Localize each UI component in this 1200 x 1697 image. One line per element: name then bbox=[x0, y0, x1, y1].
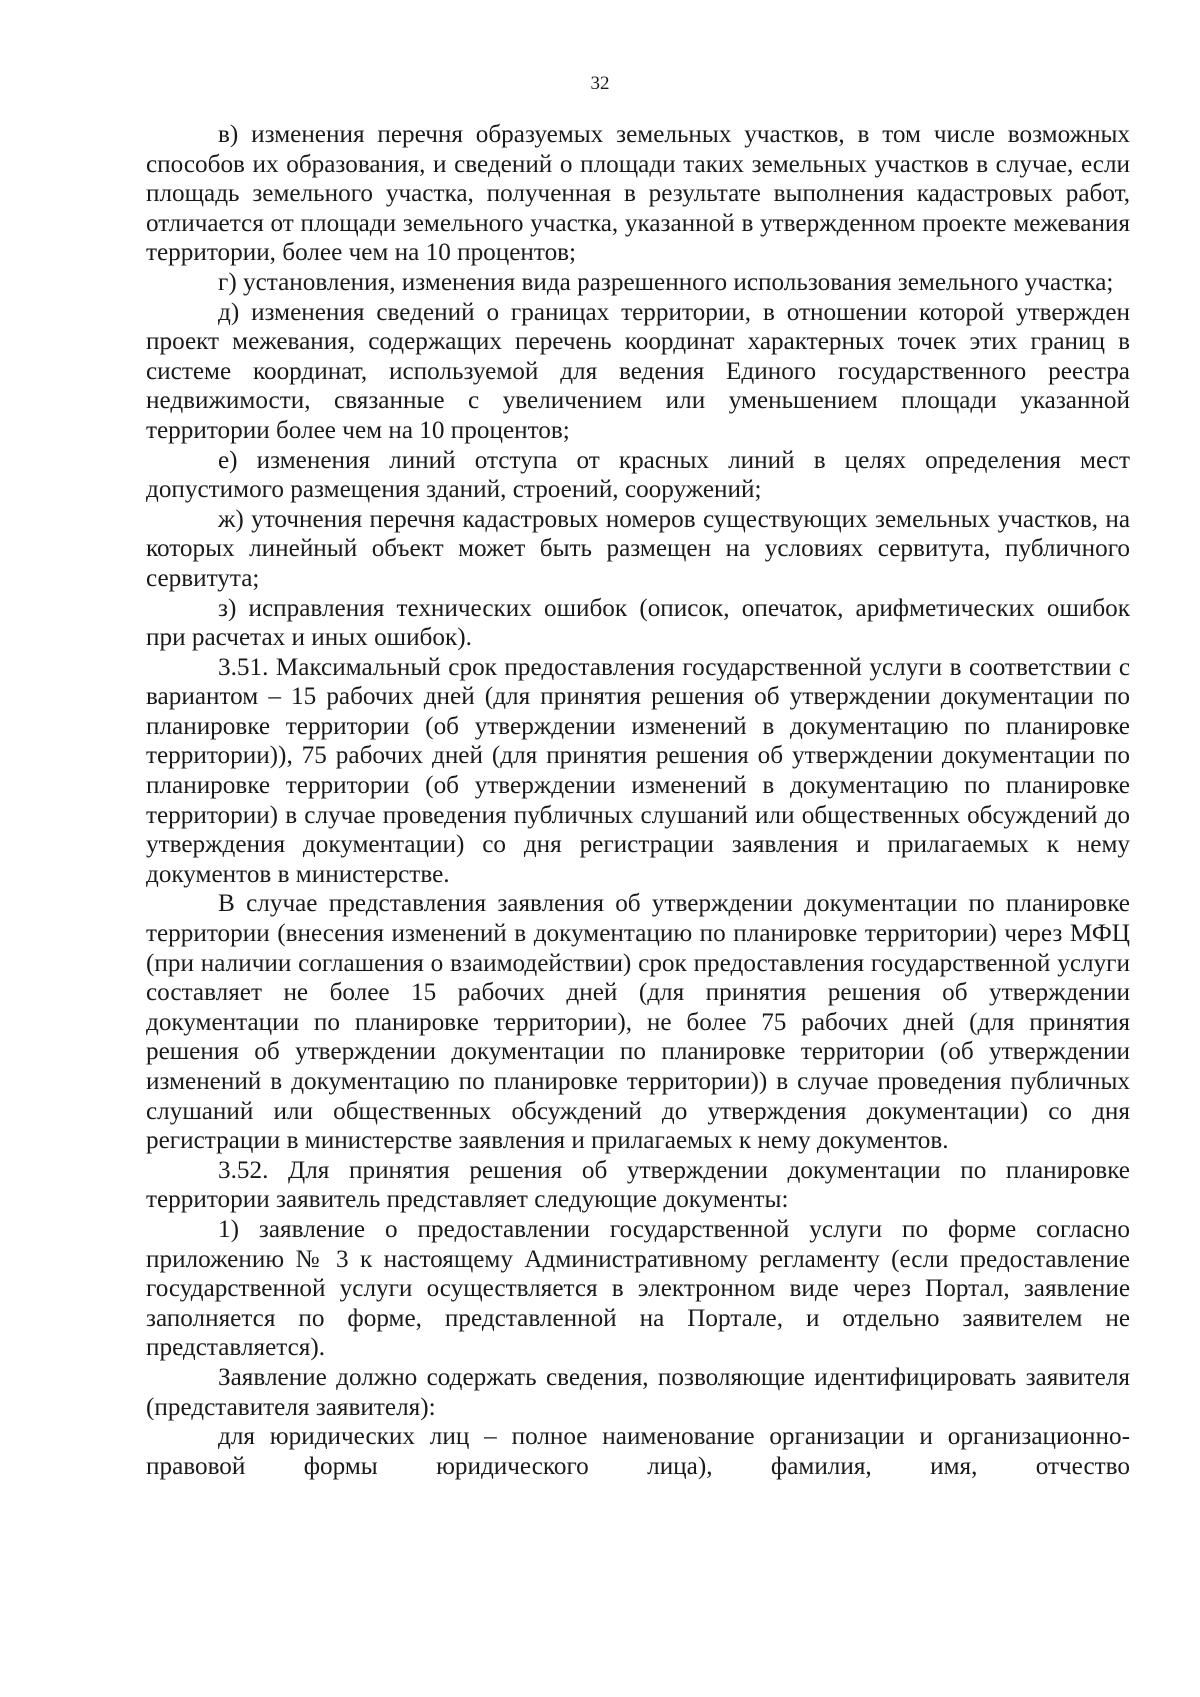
page-number: 32 bbox=[590, 73, 610, 94]
paragraph-application-content: Заявление должно содержать сведения, позволяющие идентифицировать заявителя (представителя заявителя): bbox=[146, 1363, 1130, 1421]
paragraph-d: д) изменения сведений о границах территории, в отношении которой утвержден проект межевания, содержащих перечень координат характерных точек этих границ в системе координат, используемой для ведения Единого государственного реестра недвижимости, связанные с увеличением или уменьшением площади указанной территории более чем на 10 процентов; bbox=[146, 298, 1130, 444]
paragraph-e: е) изменения линий отступа от красных линий в целях определения мест допустимого размещения зданий, строений, сооружений; bbox=[146, 446, 1130, 504]
paragraph-zh: ж) уточнения перечня кадастровых номеров существующих земельных участков, на которых линейный объект может быть размещен на условиях сервитута, публичного сервитута; bbox=[146, 505, 1130, 592]
paragraph-item-1: 1) заявление о предоставлении государственной услуги по форме согласно приложению № 3 к настоящему Административному регламенту (если предоставление государственной услуги осуществляется в электронном виде через Портал, заявление заполняется по форме, представленной на Портале, и отдельно заявителем не представляется). bbox=[146, 1215, 1130, 1362]
paragraph-v: в) изменения перечня образуемых земельных участков, в том числе возможных способов их образования, и сведений о площади таких земельных участков в случае, если площадь земельного участка, полученная в результате выполнения кадастровых работ, отличается от площади земельного участка, указанной в утвержденном проекте межевания территории, более чем на 10 процентов; bbox=[146, 121, 1130, 267]
paragraph-mfc-term: В случае представления заявления об утверждении документации по планировке территории (внесения изменений в документацию по планировке территории) через МФЦ (при наличии соглашения о взаимодействии) срок предоставления государственной услуги составляет не более 15 рабочих дней (для принятия решения об утверждении документации по планировке территории), не более 75 рабочих дней (для принятия решения об утверждении документации по планировке территории (об утверждении изменений в документацию по планировке территории)) в случае проведения публичных слушаний или общественных обсуждений до утверждения документации) со дня регистрации в министерстве заявления и прилагаемых к нему документов. bbox=[146, 890, 1130, 1155]
paragraph-3-51: 3.51. Максимальный срок предоставления государственной услуги в соответствии с вариантом – 15 рабочих дней (для принятия решения об утверждении документации по планировке территории (об утверждении изменений в документацию по планировке территории)), 75 рабочих дней (для принятия решения об утверждении документации по планировке территории (об утверждении изменений в документацию по планировке территории) в случае проведения публичных слушаний или общественных обсуждений до утверждения документации) со дня регистрации заявления и прилагаемых к нему документов в министерстве. bbox=[146, 653, 1130, 888]
paragraph-g: г) установления, изменения вида разрешенного использования земельного участка; bbox=[218, 268, 1114, 296]
document-body bbox=[146, 120, 1130, 1481]
paragraph-3-52: 3.52. Для принятия решения об утверждении документации по планировке территории заявитель представляет следующие документы: bbox=[146, 1156, 1130, 1214]
paragraph-z: з) исправления технических ошибок (описок, опечаток, арифметических ошибок при расчетах и иных ошибок). bbox=[146, 594, 1130, 652]
paragraph-legal-entities: для юридических лиц – полное наименование организации и организационно-правовой формы юридического лица), фамилия, имя, отчество bbox=[146, 1423, 1130, 1480]
